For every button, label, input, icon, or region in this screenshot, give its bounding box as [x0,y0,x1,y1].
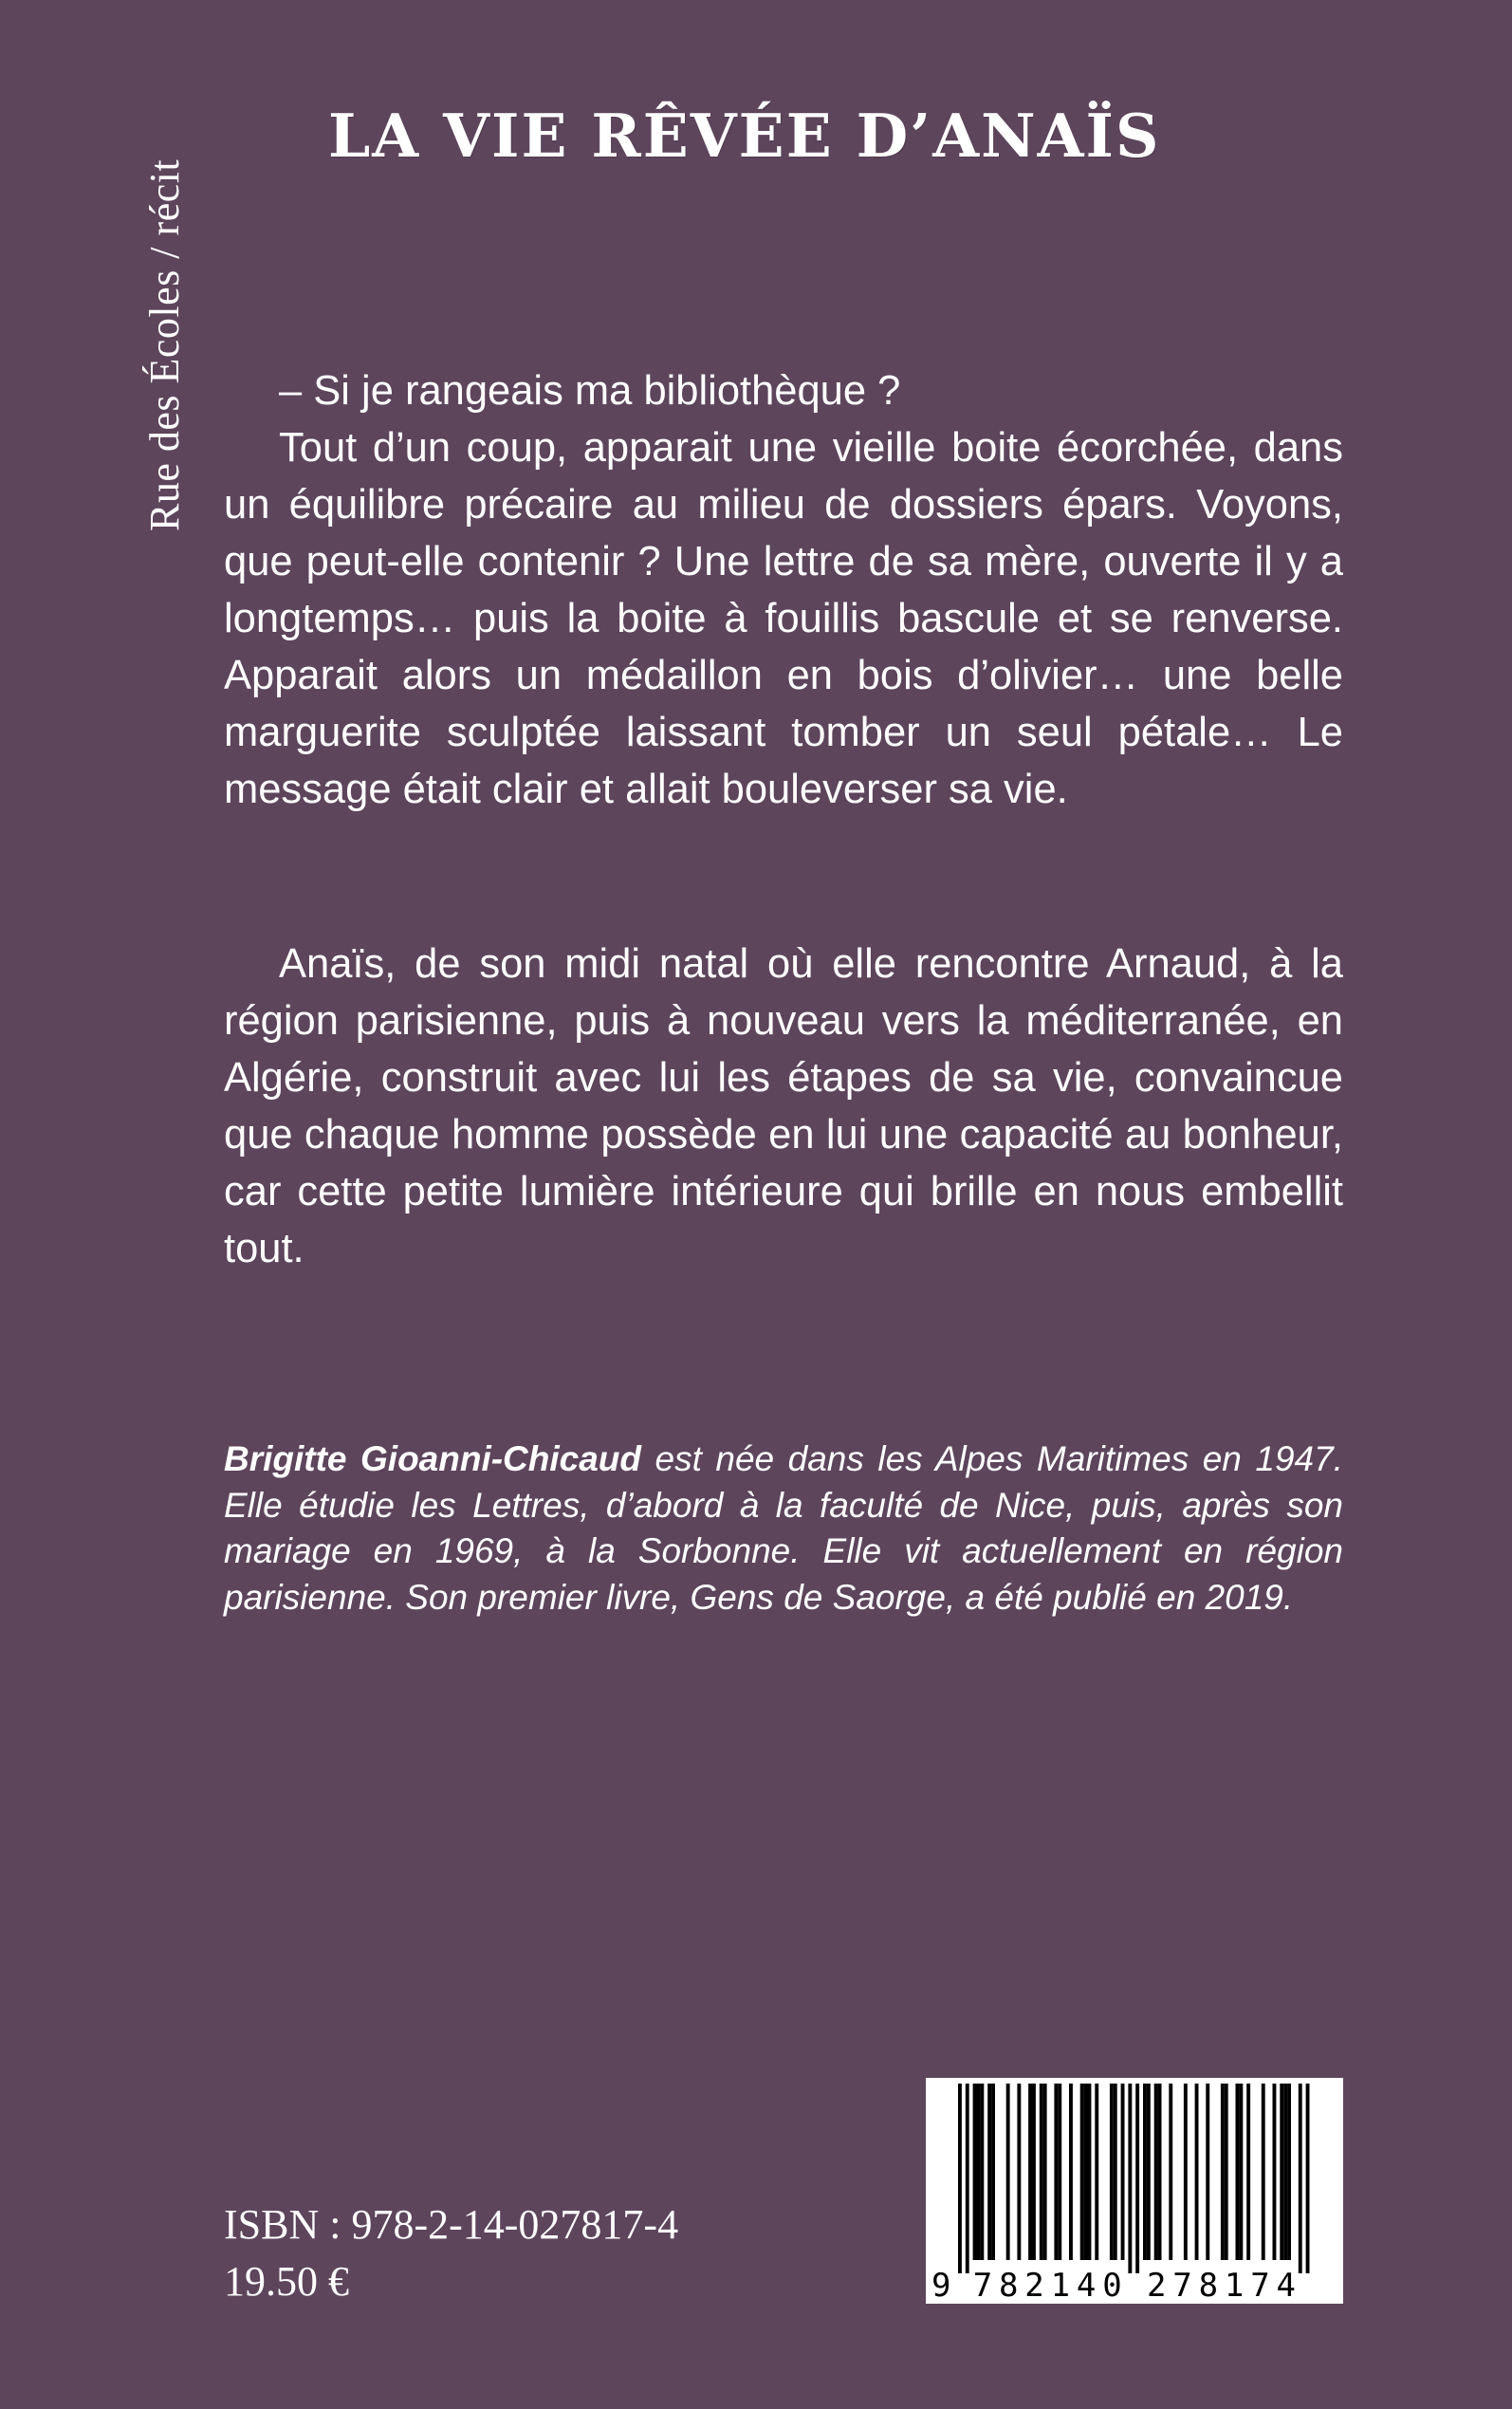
collection-label: Rue des Écoles / récit [141,158,188,531]
barcode-digit: 2 [1147,2267,1167,2304]
barcode-bar [1306,2084,1310,2273]
barcode-digit: 1 [1050,2267,1071,2304]
barcode-bar [1028,2084,1032,2260]
barcode-bar [1225,2084,1228,2260]
barcode-digit: 4 [1076,2267,1097,2304]
barcode-digit: 0 [1102,2267,1122,2304]
isbn: ISBN : 978-2-14-027817-4 [224,2201,679,2248]
barcode-bar [1283,2084,1287,2260]
barcode-bar [1128,2084,1132,2273]
author-bio-text: est née dans les Alpes Maritimes en 1947. Elle étudie les Lettres, d’abord à la faculté de Nice, puis, après son mariage en 1969, à la Sorbonne. Elle vit actuellement en région parisienne. Son premier livre, Gens de Saorge, a été publié en 2019. [224,1439,1343,1617]
barcode-bar [991,2084,995,2260]
barcode-bar [966,2084,969,2273]
summary-block-2 [224,936,1343,1277]
summary-block-1 [224,362,1343,818]
barcode-bar [980,2084,984,2260]
barcode-digit: 7 [1172,2267,1192,2304]
price: 19.50 € [224,2258,349,2305]
barcode-bar [1143,2084,1147,2260]
barcode-bar [1058,2084,1061,2260]
barcode-bar [1195,2084,1199,2260]
barcode-digit: 4 [1276,2267,1296,2304]
barcode [926,2078,1343,2304]
barcode-bar [1287,2084,1291,2260]
barcode-bar [1017,2084,1021,2260]
barcode-digit: 8 [999,2267,1019,2304]
barcode-bar [1080,2084,1084,2260]
author-bio [224,1436,1343,1621]
summary-paragraph-2: Anaïs, de son midi natal où elle rencontre Arnaud, à la région parisienne, puis à nouveau vers la méditerranée, en Algérie, construit avec lui les étapes de sa vie, convaincue que chaque homme possède en lui une capacité au bonheur, car cette petite lumière intérieure qui brille en nous embellit tout. [224,941,1343,1271]
barcode-bar [1114,2084,1117,2260]
barcode-bar [1154,2084,1158,2260]
barcode-digit: 2 [1024,2267,1044,2304]
barcode-digit: 8 [1198,2267,1219,2304]
barcode-digit-first: 9 [931,2267,951,2304]
barcode-bar [1121,2084,1125,2260]
barcode-digit: 1 [1224,2267,1245,2304]
barcode-bar [1110,2084,1114,2260]
barcode-bar [987,2084,991,2260]
book-title: LA VIE RÊVÉE D’ANAÏS [328,101,1161,171]
barcode-bar [1032,2084,1036,2260]
barcode-bar [1040,2084,1043,2260]
barcode-bar [1246,2084,1250,2260]
summary-opening-line: – Si je rangeais ma bibliothèque ? [279,368,901,414]
barcode-bar [977,2084,981,2260]
barcode-bar [958,2084,962,2273]
barcode-bar [1273,2084,1277,2260]
barcode-graphic [926,2078,1343,2304]
barcode-bar [1184,2084,1188,2260]
barcode-bar [1088,2084,1092,2260]
barcode-bar [1147,2084,1151,2260]
barcode-bar [1280,2084,1283,2260]
barcode-bar [1239,2084,1243,2260]
barcode-bar [1006,2084,1010,2260]
barcode-bar [1262,2084,1265,2260]
barcode-bar [1054,2084,1058,2260]
summary-paragraph: Tout d’un coup, apparait une vieille boite écorchée, dans un équilibre précaire au milieu de dossiers épars. Voyons, que peut-elle contenir ? Une lettre de sa mère, ouverte il y a longtemps… puis la boite à fouillis bascule et se renverse. Apparait alors un médaillon en bois d’olivier… une belle marguerite sculptée laissant tomber un seul pétale… Le message était clair et allait bouleverser sa vie. [224,425,1343,812]
barcode-digits [931,2267,1296,2304]
barcode-digit: 7 [972,2267,993,2304]
barcode-bar [1158,2084,1162,2260]
barcode-bar [1043,2084,1047,2260]
barcode-bar [1135,2084,1139,2273]
barcode-bars [958,2084,1310,2273]
barcode-bar [1299,2084,1302,2273]
author-name: Brigitte Gioanni-Chicaud [224,1439,642,1478]
barcode-bar [1221,2084,1225,2260]
barcode-bar [973,2084,977,2260]
barcode-bar [1206,2084,1209,2260]
barcode-bar [1236,2084,1240,2260]
barcode-digit: 7 [1250,2267,1270,2304]
barcode-bar [1069,2084,1073,2260]
barcode-bar [1169,2084,1172,2260]
barcode-bar [1084,2084,1088,2260]
barcode-bar [1095,2084,1098,2260]
